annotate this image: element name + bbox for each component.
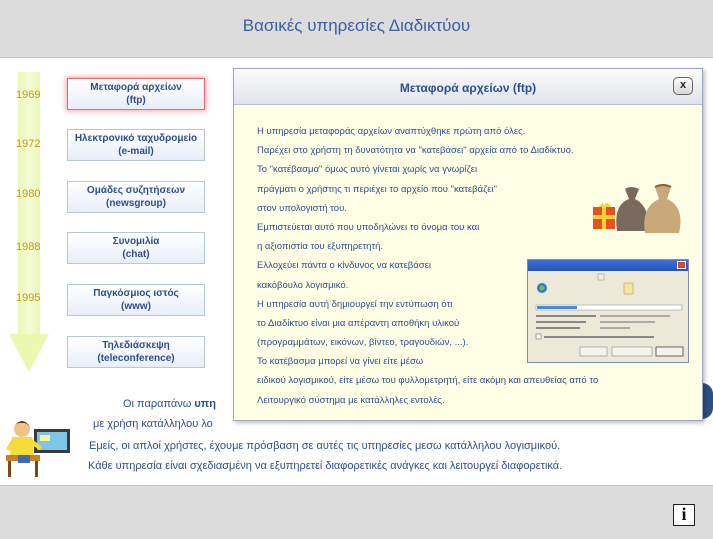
- timeline-button-sublabel: (www): [121, 301, 151, 312]
- timeline-button-email[interactable]: [67, 129, 205, 161]
- popup-title: Μεταφορά αρχείων (ftp): [399, 81, 537, 95]
- timeline-year: 1969: [16, 89, 41, 101]
- popup-text-line: Το "κατέβασμα" όμως αυτό γίνεται χωρίς να γνωρίζει: [257, 164, 478, 176]
- popup-text-line: η αξιοπιστία του εξυπηρετητή.: [257, 241, 384, 253]
- timeline-button-label: Συνομιλία: [112, 236, 160, 247]
- popup-text-line: Εμπιστεύεται αυτό που υποδηλώνει το όνομα του και: [257, 221, 480, 233]
- intro-text-line-4: Κάθε υπηρεσία είναι σχεδιασμένη να εξυπηρετεί διαφορετικές ανάγκες και λειτουργεί διαφορετικά.: [88, 460, 563, 472]
- popup-text-line: Λειτουργικό σύστημα με κατάλληλες εντολές.: [257, 394, 445, 406]
- popup-text-line: ειδικού λογισμικού, είτε μέσω του φυλλομετρητή, είτε ακόμη και απευθείας από το: [257, 375, 599, 387]
- intro-text-part: Οι παραπάνω: [123, 398, 195, 410]
- intro-text-bold: υπη: [194, 398, 216, 410]
- popup-text-line: στον υπολογιστή του.: [257, 202, 347, 214]
- timeline-button-sublabel: (teleconference): [97, 353, 175, 364]
- intro-text-line-2: με χρήση κατάλληλου λο: [93, 418, 213, 430]
- popup-text-line: κακόβουλο λογισμικό.: [257, 279, 349, 291]
- file-download-dialog-screenshot: [527, 259, 689, 363]
- info-button[interactable]: [673, 504, 695, 526]
- page-title: Βασικές υπηρεσίες Διαδικτύου: [242, 16, 471, 35]
- popup-text-line: (προγραμμάτων, εικόνων, βίντεο, τραγουδιών, ...).: [257, 337, 469, 349]
- timeline-button-sublabel: (ftp): [126, 95, 146, 106]
- timeline-year: 1988: [16, 241, 41, 253]
- popup-text-line: Το κατέβασμα μπορεί να γίνει είτε μέσω: [257, 356, 424, 368]
- dialog-close-icon: [677, 261, 686, 269]
- popup-text-line: Παρέχει στο χρήστη τη δυνατότητα να "κατεβάσει" αρχεία από το Διαδίκτυο.: [257, 145, 574, 157]
- gift-sacks-illustration: [589, 169, 699, 239]
- popup-text-line: Ελλοχεύει πάντα ο κίνδυνος να κατεβάσει: [257, 260, 431, 272]
- timeline-button-newsgroup[interactable]: [67, 181, 205, 213]
- teacher-illustration: [4, 413, 74, 479]
- ftp-info-popup: [233, 68, 703, 421]
- timeline-button-label: Μεταφορά αρχείων: [90, 82, 182, 93]
- popup-text-line: Η υπηρεσία αυτή δημιουργεί την εντύπωση ότι: [257, 298, 453, 310]
- timeline-button-label: Παγκόσμιος ιστός: [93, 288, 179, 299]
- popup-header: [234, 69, 702, 105]
- timeline-button-chat[interactable]: [67, 232, 205, 264]
- timeline-button-label: Τηλεδιάσκεψη: [102, 340, 170, 351]
- intro-text-line-3: Εμείς, οι απλοί χρήστες, έχουμε πρόσβαση σε αυτές τις υπηρεσίες μεσω κατάλληλου λογισμικού.: [89, 440, 561, 452]
- info-icon: i: [681, 504, 687, 524]
- timeline-button-label: Ομάδες συζητήσεων: [86, 185, 186, 196]
- timeline-button-sublabel: (chat): [122, 249, 150, 260]
- timeline-button-www[interactable]: [67, 284, 205, 316]
- close-button[interactable]: [673, 77, 693, 95]
- dialog-content-icon: [528, 271, 688, 363]
- popup-text-line: Η υπηρεσία μεταφοράς αρχείων αναπτύχθηκε πρώτη από όλες.: [257, 126, 526, 137]
- dialog-title-bar: [528, 260, 688, 271]
- popup-text-line: πράγματι ο χρήστης τι περιέχει το αρχείο που "κατεβάζει": [257, 183, 497, 195]
- intro-text-line-1: [123, 398, 216, 410]
- timeline-button-teleconference[interactable]: [67, 336, 205, 368]
- popup-text-line: το Διαδίκτυο είναι μια απέραντη αποθήκη υλικού: [257, 317, 460, 329]
- timeline-button-sublabel: (e-mail): [118, 146, 154, 157]
- timeline-year: 1995: [16, 292, 41, 304]
- timeline-arrow-head: [9, 334, 49, 372]
- footer-bar: [0, 485, 713, 539]
- timeline-year: 1972: [16, 138, 41, 150]
- globe-icon: [702, 383, 713, 419]
- timeline-button-label: Ηλεκτρονικό ταχυδρομείο: [74, 133, 198, 144]
- header-bar: [0, 0, 713, 58]
- timeline-button-sublabel: (newsgroup): [105, 198, 166, 209]
- close-icon: x: [679, 79, 687, 91]
- timeline-year: 1980: [16, 188, 41, 200]
- timeline-button-ftp[interactable]: [67, 78, 205, 110]
